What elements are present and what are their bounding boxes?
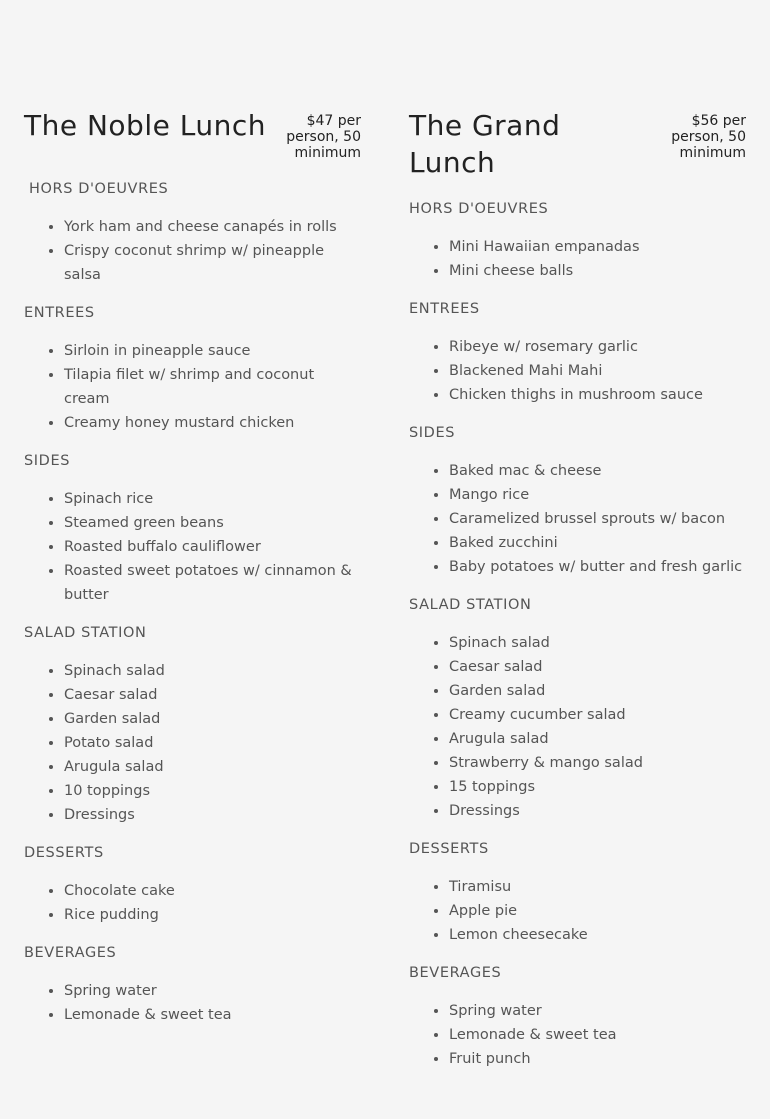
section-title: ENTREES (24, 305, 95, 321)
menu-section (409, 423, 746, 579)
list-item: Baked mac & cheese (409, 459, 746, 483)
section-title: HORS D'OEUVRES (29, 181, 169, 197)
section-item-list (409, 335, 746, 407)
section-title: BEVERAGES (24, 945, 117, 961)
section-item-list (24, 215, 361, 287)
list-item: Caesar salad (409, 655, 746, 679)
list-item: York ham and cheese canapés in rolls (24, 215, 361, 239)
section-title: SIDES (409, 425, 456, 441)
list-item: Blackened Mahi Mahi (409, 359, 746, 383)
menu-price: $56 per person, 50 minimum (671, 113, 746, 161)
list-item: Sirloin in pineapple sauce (24, 339, 361, 363)
menu-title: The Grand Lunch (409, 109, 561, 179)
list-item: Mango rice (409, 483, 746, 507)
menu-section (409, 963, 746, 1071)
menu-header (409, 105, 746, 181)
menu-section (24, 179, 361, 287)
list-item: Baked zucchini (409, 531, 746, 555)
section-item-list (409, 459, 746, 579)
list-item: Roasted buffalo cauliflower (24, 535, 361, 559)
menu-price: $47 per person, 50 minimum (286, 113, 361, 161)
section-item-list (409, 875, 746, 947)
list-item: Arugula salad (24, 755, 361, 779)
list-item: Steamed green beans (24, 511, 361, 535)
list-item: Fruit punch (409, 1047, 746, 1071)
menu-section (409, 299, 746, 407)
list-item: Creamy cucumber salad (409, 703, 746, 727)
section-item-list (24, 879, 361, 927)
list-item: Potato salad (24, 731, 361, 755)
list-item: Chocolate cake (24, 879, 361, 903)
list-item: Garden salad (409, 679, 746, 703)
list-item: Tiramisu (409, 875, 746, 899)
list-item: 15 toppings (409, 775, 746, 799)
list-item: Lemon cheesecake (409, 923, 746, 947)
list-item: Lemonade & sweet tea (409, 1023, 746, 1047)
list-item: Caesar salad (24, 683, 361, 707)
list-item: Rice pudding (24, 903, 361, 927)
menu-section (24, 451, 361, 607)
menu-section (24, 623, 361, 827)
menu-title: The Noble Lunch (24, 109, 266, 142)
menu-section (24, 943, 361, 1027)
section-title: HORS D'OEUVRES (409, 201, 549, 217)
list-item: Tilapia filet w/ shrimp and coconut cream (24, 363, 361, 411)
section-title: ENTREES (409, 301, 480, 317)
list-item: Creamy honey mustard chicken (24, 411, 361, 435)
section-item-list (409, 999, 746, 1071)
section-title: DESSERTS (409, 841, 489, 857)
list-item: Apple pie (409, 899, 746, 923)
list-item: Mini Hawaiian empanadas (409, 235, 746, 259)
list-item: Dressings (24, 803, 361, 827)
menu-section (409, 595, 746, 823)
menu-sections (409, 199, 746, 1071)
menu-section (409, 839, 746, 947)
list-item: Garden salad (24, 707, 361, 731)
section-title: SIDES (24, 453, 71, 469)
section-item-list (24, 659, 361, 827)
list-item: Spinach rice (24, 487, 361, 511)
list-item: Caramelized brussel sprouts w/ bacon (409, 507, 746, 531)
list-item: Spinach salad (409, 631, 746, 655)
section-item-list (24, 487, 361, 607)
section-title: SALAD STATION (409, 597, 532, 613)
section-item-list (409, 631, 746, 823)
list-item: Lemonade & sweet tea (24, 1003, 361, 1027)
list-item: Ribeye w/ rosemary garlic (409, 335, 746, 359)
grand-lunch-menu (409, 105, 746, 1071)
section-item-list (409, 235, 746, 283)
menu-header (24, 105, 361, 161)
list-item: Spinach salad (24, 659, 361, 683)
menu-section (24, 843, 361, 927)
section-title: BEVERAGES (409, 965, 502, 981)
section-title: DESSERTS (24, 845, 104, 861)
section-item-list (24, 979, 361, 1027)
section-title: SALAD STATION (24, 625, 147, 641)
list-item: Arugula salad (409, 727, 746, 751)
list-item: Chicken thighs in mushroom sauce (409, 383, 746, 407)
list-item: Spring water (24, 979, 361, 1003)
list-item: Baby potatoes w/ butter and fresh garlic (409, 555, 746, 579)
menu-sections (24, 179, 361, 1027)
noble-lunch-menu (24, 105, 361, 1027)
list-item: Mini cheese balls (409, 259, 746, 283)
section-item-list (24, 339, 361, 435)
list-item: 10 toppings (24, 779, 361, 803)
list-item: Roasted sweet potatoes w/ cinnamon & butter (24, 559, 361, 607)
list-item: Dressings (409, 799, 746, 823)
menu-section (24, 303, 361, 435)
list-item: Crispy coconut shrimp w/ pineapple salsa (24, 239, 361, 287)
list-item: Spring water (409, 999, 746, 1023)
menu-section (409, 199, 746, 283)
list-item: Strawberry & mango salad (409, 751, 746, 775)
